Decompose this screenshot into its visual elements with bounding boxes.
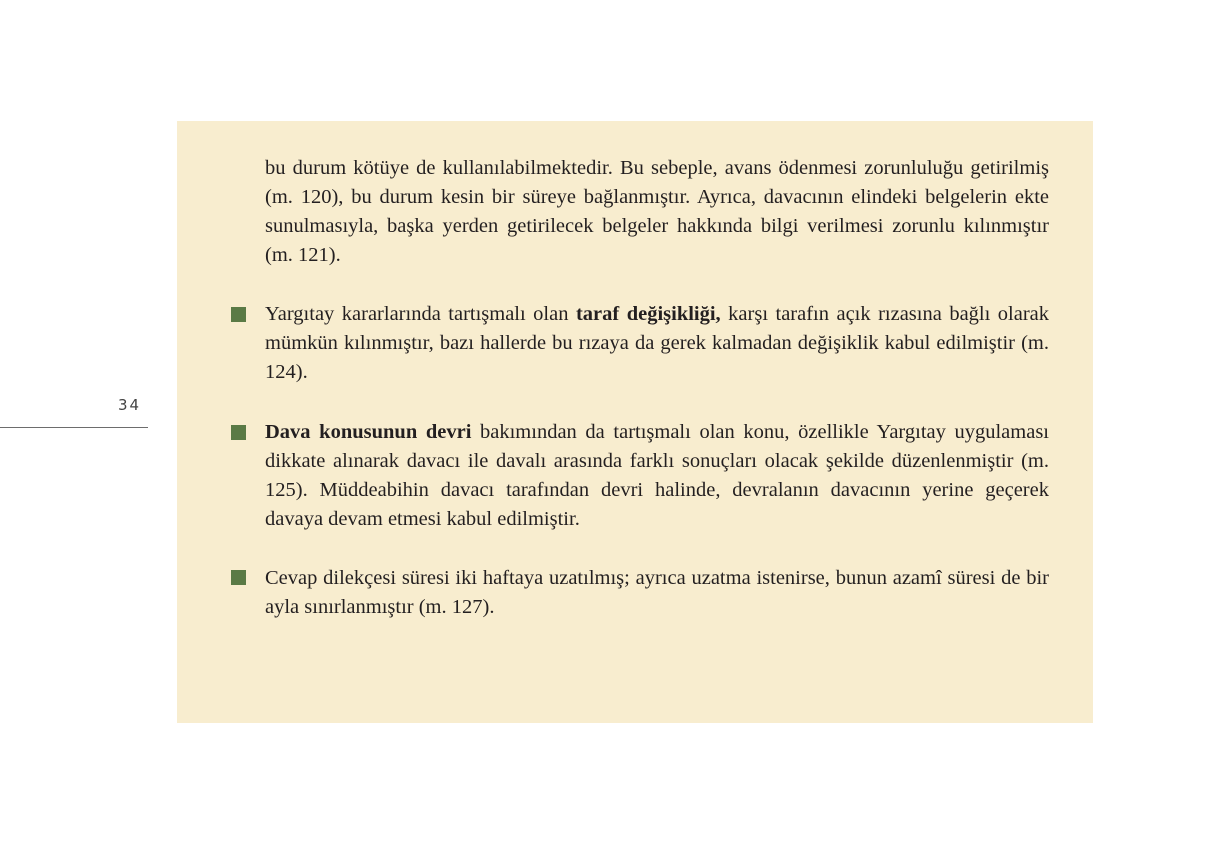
- bullet-text: Cevap dilekçesi süresi iki haftaya uzatılmış; ayrıca uzatma istenirse, bunun azamî süresi de bir ayla sınırlanmıştır (m. 127).: [265, 567, 1049, 618]
- bullet-text: karşı tarafın açık rızasına bağlı olarak mümkün kılınmıştır, bazı hallerde bu rızaya da gerek kalmadan değişiklik kabul edilmiştir (m. 124).: [265, 303, 1050, 383]
- bullet-text: bakımından da tartışmalı olan konu, özellikle Yargıtay uygulaması dikkate alınarak davacı ile davalı arasında farklı sonuçları olacak şekilde düzenlenmiştir (m. 125). Müddeabihin davacı tarafından devri halinde, devralanın davacının yerine geçerek davaya devam etmesi kabul edilmiştir.: [265, 421, 1049, 530]
- bullet-bold-term: taraf değişikliği,: [575, 303, 721, 325]
- page-number-rule: [0, 427, 148, 428]
- bullet-item-dava-konusunun-devri: [265, 418, 1049, 534]
- bullet-item-cevap-dilekcesi: [265, 564, 1049, 622]
- bullet-square-icon: [231, 307, 246, 322]
- bullet-square-icon: [231, 570, 246, 585]
- page-number: 34: [118, 396, 142, 414]
- bullet-square-icon: [231, 425, 246, 440]
- intro-paragraph: bu durum kötüye de kullanılabilmektedir. Bu sebeple, avans ödenmesi zorunluluğu getirilmiş (m. 120), bu durum kesin bir süreye bağlanmıştır. Ayrıca, davacının elindeki belgelerin ekte sunulmasıyla, başka yerden getirilecek belgeler hakkında bilgi verilmesi zorunlu kılınmıştır (m. 121).: [265, 157, 1049, 266]
- bullet-text: Yargıtay kararlarında tartışmalı olan: [265, 303, 576, 325]
- bullet-bold-term: Dava konusunun devri: [265, 421, 472, 443]
- bullet-item-taraf-degisikligi: [265, 300, 1049, 387]
